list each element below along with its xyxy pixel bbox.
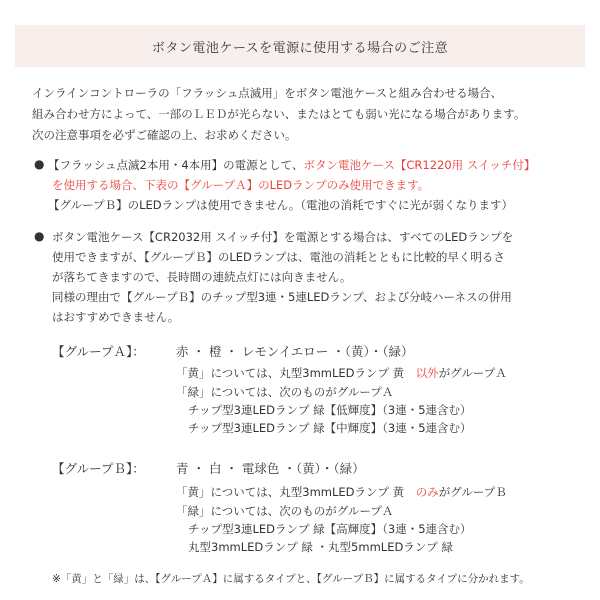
note1-bullet: ● (34, 157, 45, 171)
group-a-yellow-note (176, 365, 507, 381)
group-b-green-intro: 「緑」については、次のものがグループＡ (176, 504, 394, 518)
group-a-green-intro: 「緑」については、次のものがグループＡ (176, 385, 394, 399)
intro-line-1: インラインコントローラの「フラッシュ点滅用」をボタン電池ケースと組み合わせる場合、 (32, 86, 503, 100)
group-a-item-1: チップ型3連LEDランプ 緑【低輝度】（3連・5連含む） (188, 403, 472, 417)
group-b-yellow-post: がグループＢ (438, 485, 507, 499)
intro-line-2: 組み合わせ方によって、一部のＬＥＤが光らない、またはとても弱い光になる場合があります。 (32, 107, 526, 121)
note2-line-4: 同様の理由で【グループＢ】のチップ型3連・5連LEDランプ、および分岐ハーネスの併用 (52, 290, 512, 304)
note2-line-1: ボタン電池ケース【CR2032用 スイッチ付】を電源とする場合は、すべてのLEDランプを (52, 230, 514, 244)
group-b-yellow-pre: 「黄」については、丸型3mmLEDランプ 黄 (176, 485, 416, 499)
group-a-label: 【グループＡ】： (52, 344, 145, 359)
group-b-item-2: 丸型3mmLEDランプ 緑 ・丸型5mmLEDランプ 緑 (188, 540, 453, 554)
group-a-colors: 赤 ・ 橙 ・ レモンイエロー ・（黄）・（緑） (176, 344, 414, 359)
note1-line-1 (48, 157, 535, 173)
group-b-colors: 青 ・ 白 ・ 電球色 ・（黄）・（緑） (176, 461, 365, 476)
note2-bullet: ● (34, 229, 45, 243)
note1-line-2: を使用する場合、下表の【グループＡ】のLEDランプのみ使用できます。 (52, 178, 430, 192)
group-b-yellow-highlight: のみ (415, 485, 439, 499)
footnote: ※「黄」と「緑」は、【グループＡ】に属するタイプと、【グループＢ】に属するタイプに分かれます。 (52, 573, 530, 585)
note1-line-1-text: 【フラッシュ点滅2本用・4本用】の電源として、 (48, 158, 304, 172)
note2-line-5: はおすすめできません。 (52, 310, 180, 324)
page-title: ボタン電池ケースを電源に使用する場合のご注意 (151, 40, 449, 56)
note1-line-1-highlight: ボタン電池ケース【CR1220用 スイッチ付】 (303, 158, 536, 172)
note1-line-3: 【グループＢ】のLEDランプは使用できません。（電池の消耗ですぐに光が弱くなります） (48, 198, 514, 212)
group-b-label: 【グループＢ】： (52, 461, 145, 476)
group-a-item-2: チップ型3連LEDランプ 緑【中輝度】（3連・5連含む） (188, 421, 472, 435)
note2-line-2: 使用できますが、【グループＢ】のLEDランプは、電池の消耗とともに比較的早く明るさ (52, 250, 505, 264)
group-a-yellow-post: がグループＡ (438, 366, 507, 380)
group-b-yellow-note (176, 484, 507, 500)
intro-line-3: 次の注意事項を必ずご確認の上、お求めください。 (32, 128, 297, 142)
title-banner (15, 25, 585, 67)
note2-line-3: が落ちてきますので、長時間の連続点灯には向きません。 (52, 270, 352, 284)
group-b-item-1: チップ型3連LEDランプ 緑【高輝度】（3連・5連含む） (188, 522, 472, 536)
group-a-yellow-highlight: 以外 (415, 366, 439, 380)
group-a-yellow-pre: 「黄」については、丸型3mmLEDランプ 黄 (176, 366, 416, 380)
